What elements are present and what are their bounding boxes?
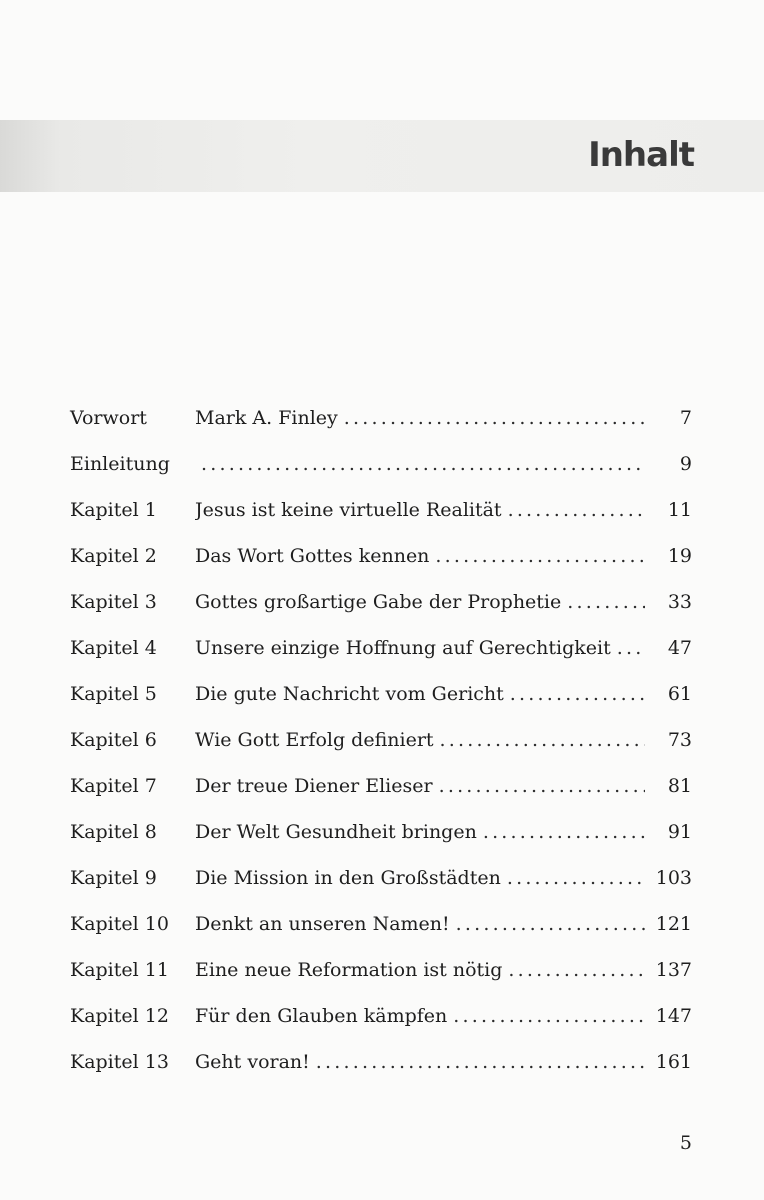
toc-label: Einleitung xyxy=(70,453,170,475)
toc-label: Kapitel 2 xyxy=(70,545,157,567)
dot-leader xyxy=(201,441,645,487)
toc-title: Der Welt Gesundheit bringen xyxy=(195,821,477,843)
toc-row-kapitel-5[interactable] xyxy=(0,671,764,717)
toc-page-number: 7 xyxy=(679,407,692,429)
toc-title: Jesus ist keine virtuelle Realität xyxy=(195,499,502,521)
toc-page-number: 161 xyxy=(655,1051,692,1073)
toc-page-number: 11 xyxy=(667,499,692,521)
toc-page-number: 147 xyxy=(655,1005,692,1027)
toc-row-kapitel-6[interactable] xyxy=(0,717,764,763)
toc-page-number: 137 xyxy=(655,959,692,981)
toc-entry xyxy=(195,855,645,901)
toc-entry xyxy=(195,1039,645,1085)
toc-title: Eine neue Reformation ist nötig xyxy=(195,959,503,981)
toc-title: Wie Gott Erfolg definiert xyxy=(195,729,434,751)
toc-label: Kapitel 6 xyxy=(70,729,157,751)
dot-leader xyxy=(483,809,645,855)
dot-leader xyxy=(617,625,645,671)
dot-leader xyxy=(510,671,645,717)
toc-page-number: 81 xyxy=(667,775,692,797)
toc-label: Kapitel 4 xyxy=(70,637,157,659)
toc-row-kapitel-7[interactable] xyxy=(0,763,764,809)
toc-title: Denkt an unseren Namen! xyxy=(195,913,450,935)
dot-leader xyxy=(508,487,645,533)
toc-entry xyxy=(195,809,645,855)
toc-entry xyxy=(195,579,645,625)
toc-page-number: 47 xyxy=(667,637,692,659)
toc-title: Gottes großartige Gabe der Prophetie xyxy=(195,591,562,613)
dot-leader xyxy=(435,533,645,579)
dot-leader xyxy=(453,993,645,1039)
toc-page-number: 33 xyxy=(667,591,692,613)
toc-title: Die gute Nachricht vom Gericht xyxy=(195,683,504,705)
toc-entry xyxy=(195,763,645,809)
toc-row-kapitel-12[interactable] xyxy=(0,993,764,1039)
toc-row-kapitel-11[interactable] xyxy=(0,947,764,993)
toc-page-number: 121 xyxy=(655,913,692,935)
toc-label: Kapitel 8 xyxy=(70,821,157,843)
toc-title: Das Wort Gottes kennen xyxy=(195,545,430,567)
toc-entry xyxy=(195,947,645,993)
toc-row-vorwort[interactable] xyxy=(0,395,764,441)
toc-page-number: 73 xyxy=(667,729,692,751)
toc-label: Kapitel 5 xyxy=(70,683,157,705)
dot-leader xyxy=(508,947,645,993)
toc-row-einleitung[interactable] xyxy=(0,441,764,487)
toc-row-kapitel-10[interactable] xyxy=(0,901,764,947)
dot-leader xyxy=(440,717,645,763)
toc-row-kapitel-8[interactable] xyxy=(0,809,764,855)
toc-entry xyxy=(195,533,645,579)
toc-label: Kapitel 11 xyxy=(70,959,169,981)
dot-leader xyxy=(567,579,645,625)
toc-row-kapitel-1[interactable] xyxy=(0,487,764,533)
toc-title: Für den Glauben kämpfen xyxy=(195,1005,448,1027)
dot-leader xyxy=(344,395,645,441)
toc-entry xyxy=(195,625,645,671)
toc-title: Geht voran! xyxy=(195,1051,310,1073)
toc-label: Kapitel 7 xyxy=(70,775,157,797)
dot-leader xyxy=(507,855,645,901)
toc-label: Vorwort xyxy=(70,407,147,429)
toc-title: Mark A. Finley xyxy=(195,407,338,429)
toc-entry xyxy=(195,717,645,763)
page-number: 5 xyxy=(679,1132,692,1154)
toc-row-kapitel-13[interactable] xyxy=(0,1039,764,1085)
toc-label: Kapitel 10 xyxy=(70,913,169,935)
toc-entry xyxy=(195,993,645,1039)
toc-entry xyxy=(195,671,645,717)
toc-row-kapitel-3[interactable] xyxy=(0,579,764,625)
toc-title: Der treue Diener Elieser xyxy=(195,775,433,797)
toc-entry xyxy=(195,441,645,487)
toc-entry xyxy=(195,487,645,533)
toc-entry xyxy=(195,395,645,441)
toc-label: Kapitel 13 xyxy=(70,1051,169,1073)
toc-entry xyxy=(195,901,645,947)
toc-page-number: 9 xyxy=(679,453,692,475)
toc-page-number: 61 xyxy=(667,683,692,705)
toc-page-number: 19 xyxy=(667,545,692,567)
toc-row-kapitel-9[interactable] xyxy=(0,855,764,901)
dot-leader xyxy=(456,901,645,947)
dot-leader xyxy=(316,1039,645,1085)
toc-title: Unsere einzige Hoffnung auf Gerechtigkeit xyxy=(195,637,611,659)
toc-row-kapitel-2[interactable] xyxy=(0,533,764,579)
toc-row-kapitel-4[interactable] xyxy=(0,625,764,671)
toc-page-number: 91 xyxy=(667,821,692,843)
toc-page-number: 103 xyxy=(655,867,692,889)
toc-title: Die Mission in den Großstädten xyxy=(195,867,501,889)
toc-label: Kapitel 9 xyxy=(70,867,157,889)
toc-label: Kapitel 3 xyxy=(70,591,157,613)
toc-label: Kapitel 12 xyxy=(70,1005,169,1027)
dot-leader xyxy=(439,763,645,809)
page-title: Inhalt xyxy=(588,135,694,175)
toc-label: Kapitel 1 xyxy=(70,499,157,521)
